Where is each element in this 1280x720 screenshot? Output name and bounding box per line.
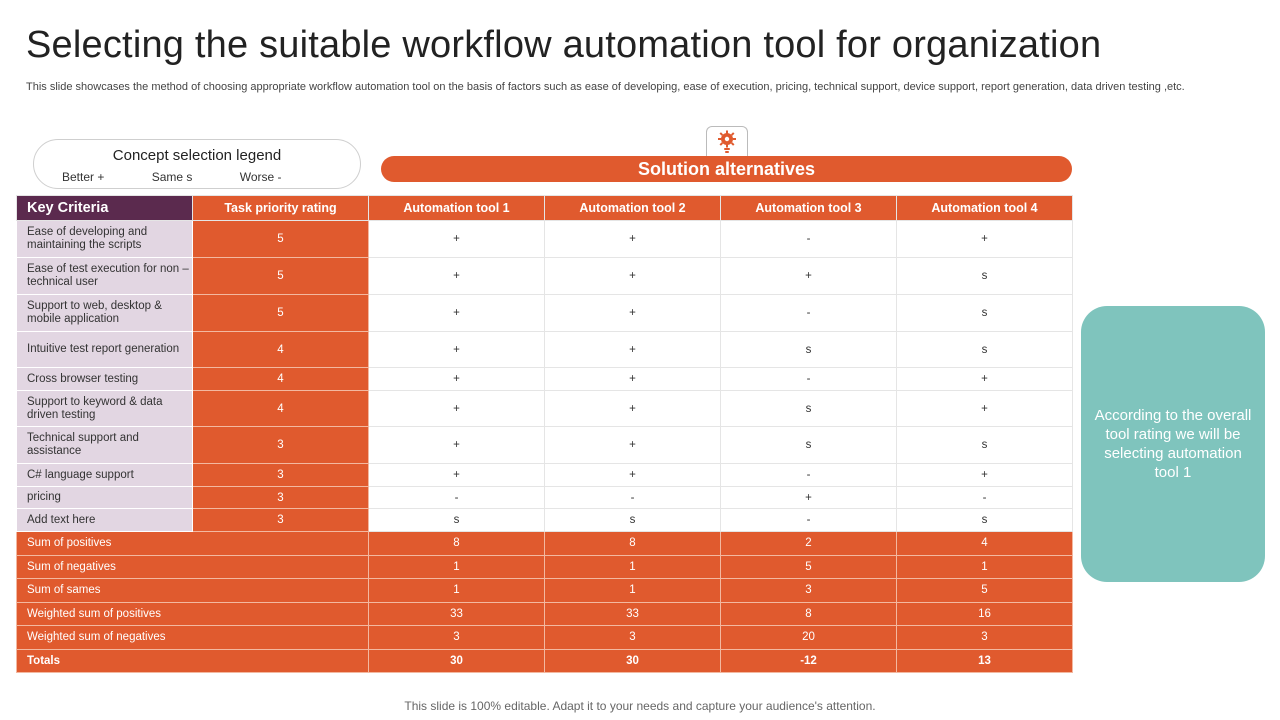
tool-3-cell: -	[721, 221, 897, 258]
table-row	[17, 487, 1073, 509]
header-tool-2: Automation tool 2	[545, 196, 721, 221]
tool-3-cell: -	[721, 464, 897, 487]
slide-subtitle: This slide showcases the method of choosing appropriate workflow automation tool on the basis of factors such as ease of developing, ease of execution, pricing, technical support, device support, report generation, data driven testing ,etc.	[26, 81, 1185, 93]
table-row	[17, 221, 1073, 258]
tool-1-cell: -	[369, 487, 545, 509]
tool-4-cell: s	[897, 258, 1073, 295]
rating-cell: 3	[193, 464, 369, 487]
tool-3-sum: 3	[721, 579, 897, 603]
tool-1-cell: +	[369, 427, 545, 464]
lightbulb-gear-icon	[706, 126, 748, 158]
tool-4-sum: 1	[897, 555, 1073, 579]
tool-2-cell: +	[545, 427, 721, 464]
legend-same: Same s	[151, 170, 193, 184]
summary-row	[17, 602, 1073, 626]
tool-4-sum: 5	[897, 579, 1073, 603]
legend-title: Concept selection legend	[112, 147, 282, 164]
tool-3-cell: -	[721, 295, 897, 332]
tool-3-total: -12	[721, 649, 897, 673]
criteria-cell: Cross browser testing	[17, 368, 193, 391]
tool-3-sum: 8	[721, 602, 897, 626]
tool-1-cell: +	[369, 391, 545, 427]
tool-1-cell: +	[369, 368, 545, 391]
totals-row	[17, 649, 1073, 673]
tool-1-sum: 33	[369, 602, 545, 626]
rating-cell: 4	[193, 332, 369, 368]
tool-3-cell: s	[721, 427, 897, 464]
tool-1-total: 30	[369, 649, 545, 673]
header-key-criteria: Key Criteria	[17, 196, 193, 221]
footer-note: This slide is 100% editable. Adapt it to your needs and capture your audience's attention.	[404, 699, 876, 713]
header-tool-4: Automation tool 4	[897, 196, 1073, 221]
tool-1-cell: +	[369, 258, 545, 295]
tool-1-sum: 1	[369, 555, 545, 579]
tool-4-cell: s	[897, 295, 1073, 332]
tool-2-cell: +	[545, 368, 721, 391]
legend-items	[62, 170, 326, 184]
tool-3-sum: 2	[721, 532, 897, 556]
tool-1-sum: 8	[369, 532, 545, 556]
criteria-cell: Add text here	[17, 509, 193, 532]
criteria-cell: Support to keyword & data driven testing	[17, 391, 193, 427]
tool-1-cell: +	[369, 221, 545, 258]
criteria-cell: Technical support and assistance	[17, 427, 193, 464]
tool-2-sum: 1	[545, 579, 721, 603]
tool-3-sum: 20	[721, 626, 897, 650]
tool-2-sum: 8	[545, 532, 721, 556]
tool-3-sum: 5	[721, 555, 897, 579]
table-row	[17, 258, 1073, 295]
tool-2-cell: -	[545, 487, 721, 509]
legend-better: Better +	[62, 170, 105, 184]
rating-cell: 3	[193, 509, 369, 532]
tool-2-sum: 33	[545, 602, 721, 626]
rating-cell: 3	[193, 487, 369, 509]
summary-row	[17, 626, 1073, 650]
summary-label: Sum of positives	[17, 532, 369, 556]
summary-label: Sum of sames	[17, 579, 369, 603]
summary-row	[17, 579, 1073, 603]
tool-3-cell: s	[721, 332, 897, 368]
header-tool-3: Automation tool 3	[721, 196, 897, 221]
conclusion-note	[1081, 306, 1265, 582]
totals-label: Totals	[17, 649, 369, 673]
tool-4-sum: 3	[897, 626, 1073, 650]
summary-row	[17, 555, 1073, 579]
tool-2-cell: +	[545, 332, 721, 368]
tool-4-total: 13	[897, 649, 1073, 673]
tool-4-cell: s	[897, 427, 1073, 464]
criteria-cell: C# language support	[17, 464, 193, 487]
tool-1-cell: s	[369, 509, 545, 532]
tool-4-cell: s	[897, 332, 1073, 368]
tool-3-cell: -	[721, 368, 897, 391]
table-row	[17, 295, 1073, 332]
tool-4-cell: +	[897, 464, 1073, 487]
tool-4-cell: +	[897, 221, 1073, 258]
summary-row	[17, 532, 1073, 556]
criteria-cell: Intuitive test report generation	[17, 332, 193, 368]
tool-1-sum: 3	[369, 626, 545, 650]
table-row	[17, 391, 1073, 427]
rating-cell: 5	[193, 221, 369, 258]
tool-4-cell: +	[897, 391, 1073, 427]
tool-2-cell: +	[545, 258, 721, 295]
tool-4-cell: -	[897, 487, 1073, 509]
tool-2-sum: 1	[545, 555, 721, 579]
tool-1-sum: 1	[369, 579, 545, 603]
tool-2-total: 30	[545, 649, 721, 673]
tool-3-cell: s	[721, 391, 897, 427]
tool-4-sum: 16	[897, 602, 1073, 626]
rating-cell: 4	[193, 368, 369, 391]
tool-2-cell: +	[545, 221, 721, 258]
table-row	[17, 368, 1073, 391]
summary-label: Sum of negatives	[17, 555, 369, 579]
tool-2-cell: +	[545, 464, 721, 487]
concept-selection-legend	[33, 139, 361, 189]
rating-cell: 3	[193, 427, 369, 464]
criteria-cell: Ease of test execution for non –technical user	[17, 258, 193, 295]
summary-label: Weighted sum of positives	[17, 602, 369, 626]
tool-2-sum: 3	[545, 626, 721, 650]
criteria-cell: Support to web, desktop & mobile application	[17, 295, 193, 332]
tool-4-cell: +	[897, 368, 1073, 391]
tool-2-cell: +	[545, 295, 721, 332]
tool-4-sum: 4	[897, 532, 1073, 556]
criteria-cell: pricing	[17, 487, 193, 509]
tool-4-cell: s	[897, 509, 1073, 532]
criteria-cell: Ease of developing and maintaining the scripts	[17, 221, 193, 258]
rating-cell: 5	[193, 258, 369, 295]
tool-3-cell: +	[721, 487, 897, 509]
header-task-priority: Task priority rating	[193, 196, 369, 221]
comparison-table	[16, 195, 1073, 673]
tool-3-cell: -	[721, 509, 897, 532]
conclusion-text: According to the overall tool rating we will be selecting automation tool 1	[1094, 407, 1252, 481]
table-row	[17, 464, 1073, 487]
solution-alternatives-header: Solution alternatives	[381, 156, 1072, 182]
tool-1-cell: +	[369, 295, 545, 332]
tool-2-cell: +	[545, 391, 721, 427]
tool-1-cell: +	[369, 332, 545, 368]
tool-2-cell: s	[545, 509, 721, 532]
tool-3-cell: +	[721, 258, 897, 295]
summary-label: Weighted sum of negatives	[17, 626, 369, 650]
table-header-row	[17, 196, 1073, 221]
table-row	[17, 427, 1073, 464]
table-row	[17, 332, 1073, 368]
tool-1-cell: +	[369, 464, 545, 487]
legend-worse: Worse -	[239, 170, 282, 184]
header-tool-1: Automation tool 1	[369, 196, 545, 221]
rating-cell: 5	[193, 295, 369, 332]
slide-title: Selecting the suitable workflow automation tool for organization	[26, 24, 1102, 66]
rating-cell: 4	[193, 391, 369, 427]
table-row	[17, 509, 1073, 532]
